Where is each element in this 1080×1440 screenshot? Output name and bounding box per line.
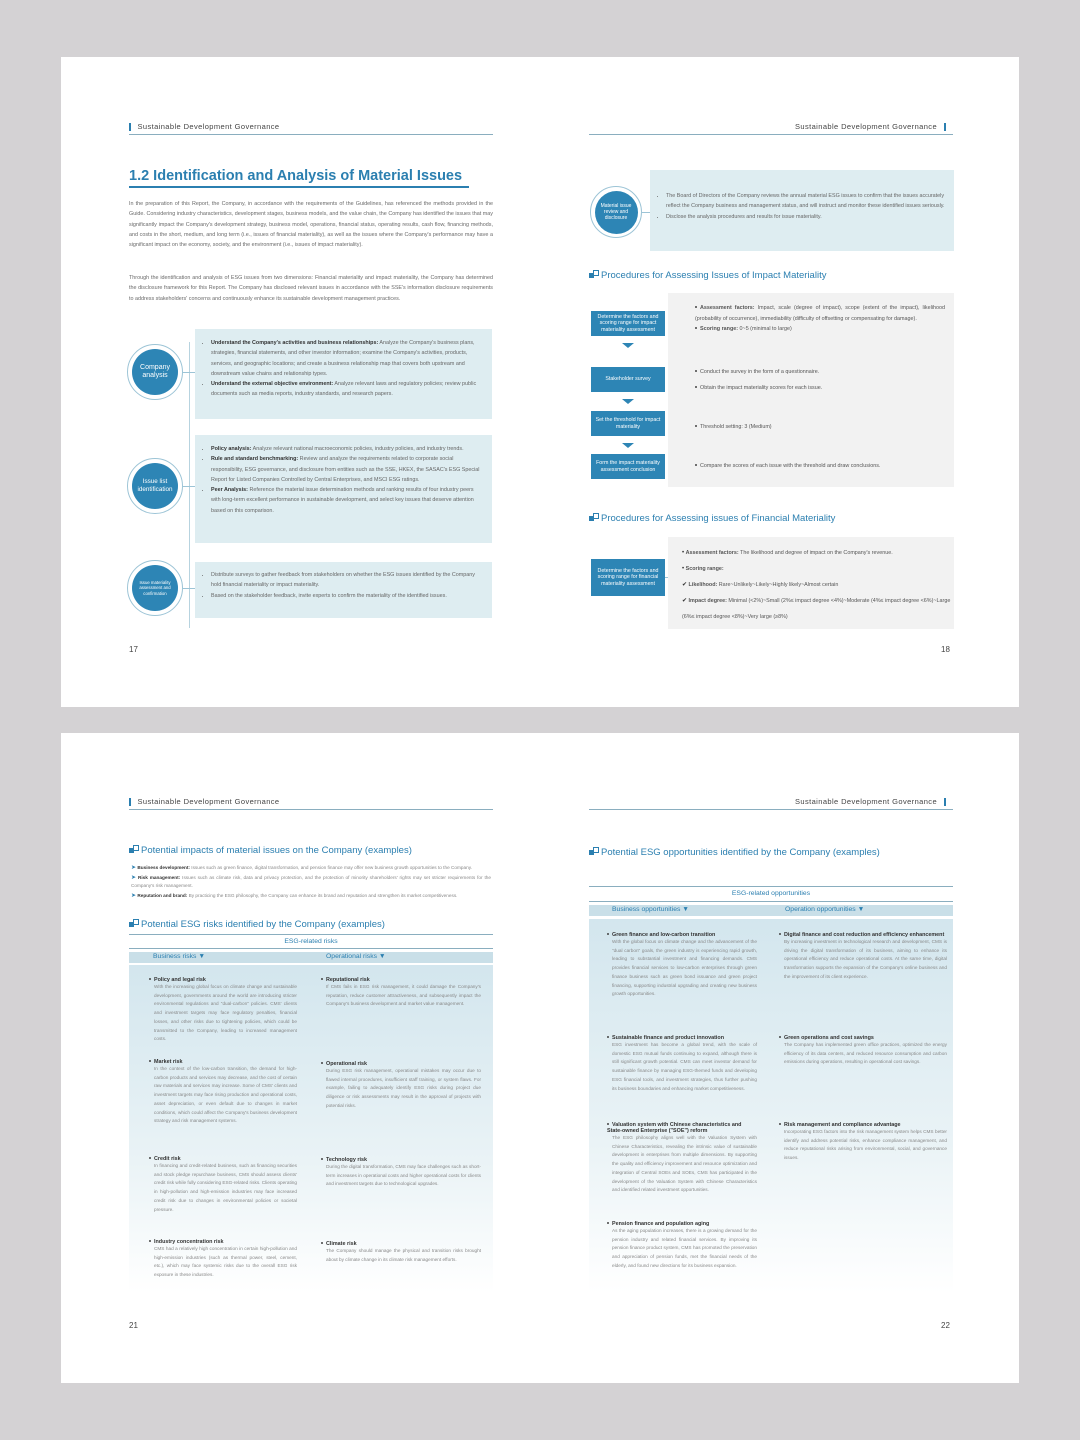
step-arrow-icon [622,443,634,448]
step-arrow-icon [622,399,634,404]
risks-section-title: Potential ESG risks identified by the Company (examples) [129,919,385,930]
circle-label: Material issue review and disclosure [595,191,638,234]
list-item: • Understand the Company's activities and business relationships: Analyze the Company's business plans, strategies, financial statements, and other investor information; examine the Company's activities, products, services, and geographic locations; and create a business relationship map that covers both upstream and downstream value chains and relationship types. [211,338,484,379]
table-rule [129,934,493,935]
impact-step-1: Determine the factors and scoring range for impact materiality assessment [591,311,665,336]
company-analysis-list [195,338,492,400]
impact-section-title: Procedures for Assessing Issues of Impact Materiality [589,270,826,281]
dropdown-icon: ▼ [378,953,386,960]
table-rule [589,886,953,887]
dropdown-icon: ▼ [198,953,206,960]
review-box [650,170,954,251]
materiality-list [195,570,492,601]
col-business-risks: Business risks ▼ [153,953,206,960]
page21-header [129,797,280,806]
section-icon [129,845,138,854]
list-item: • Peer Analysis: Reference the material issue determination methods and ranking results of four industry peers with long-term excellent performance in sustainable development, and select key issues that deserve attention based on this comparison. [211,485,484,516]
page18-header [795,122,946,131]
detail-line: Scoring range: 0~5 (minimal to large) [695,324,945,335]
issue-list-identification-circle [127,458,183,514]
company-analysis-circle [127,344,183,400]
review-list [650,191,954,222]
impact-step-3-details [695,422,945,433]
issue-list-box [195,435,492,543]
impact-step-2-details [695,367,945,393]
detail-line: ✔ Likelihood: Rare~Unlikely~Likely~Highly likely~Almost certain [682,582,839,588]
header-text: Sustainable Development Governance [795,122,938,131]
dropdown-icon: ▼ [857,906,865,913]
risks-table-title: ESG-related risks [284,938,338,945]
business-opportunity-1: Green finance and low-carbon transition With the global focus on climate change and the advancement of the "dual carbon" goals, the green industry is experiencing rapid growth, leading to substantial investment and financing demands. CMS provides financial services to low-carbon enterprises through green finance business such as green bond issuance and green project financing, supporting industrial upgrading and creating new business growth opportunities. [607,932,757,999]
header-text: Sustainable Development Governance [137,797,280,806]
section-icon [589,513,598,522]
operational-risk-1: Reputational risk If CMS fails in ESG risk management, it could damage the Company's reputation, reduce customer attractiveness, and subsequently impact the Company's business development and market value management. [321,977,481,1009]
impact-step-2: Stakeholder survey [591,367,665,392]
opportunities-section-title: Potential ESG opportunities identified by the Company (examples) [589,847,880,858]
circle-link [183,588,195,589]
materiality-assessment-circle [127,560,183,616]
review-circle [590,186,642,238]
business-opportunity-2: Sustainable finance and product innovation ESG investment has become a global trend, with the scale of domestic ESG mutual funds continuing to expand, although there is still significant growth potential. CMS can meet investor demand for sustainable finance by managing ESG-themed funds and developing ESG financial tools, and investment strategies, thus further pushing its business boundaries and enhancing market competitiveness. [607,1035,757,1093]
page-number-22: 22 [941,1321,950,1330]
list-item: • Rule and standard benchmarking: Review and analyze the requirements related to corporate social responsibility, ESG governance, and disclosure from entities such as the SSE, HKEX, the SASAC's ESG Special Report for Listed Companies Controlled by Central Enterprises, and MSCI ESG ratings. [211,454,484,485]
table-rule [589,901,953,902]
business-opportunity-4: Pension finance and population aging As the aging population increases, there is a growing demand for the pension industry and related financial services. By improving its pension finance product system, CMS has promoted the preservation and appreciation of pension funds, met the financial needs of the elderly, and found new directions for its business expansion. [607,1221,757,1271]
header-bar-icon [944,798,946,806]
list-item: • The Board of Directors of the Company reviews the annual material ESG issues to confirm that the issues accurately reflect the Company business and management status, and will instruct and monitor these identified issues seriously. [666,191,946,212]
page22-header [795,797,946,806]
company-analysis-box [195,329,492,419]
materiality-box [195,562,492,618]
financial-section-title: Procedures for Assessing issues of Financial Materiality [589,513,835,524]
section-icon [589,270,598,279]
impact-step-4-details [695,461,945,472]
header-bar-icon [944,123,946,131]
header-rule [129,134,493,135]
opportunities-table-title: ESG-related opportunities [731,890,811,897]
intro-paragraph-1: In the preparation of this Report, the Company, in accordance with the requirements of the Guidelines, has referenced the methods provided in the Guide. Considering industry characteristics, development stages, business models, and the value chain, the Company has identified the issues that may significantly impact the Company's development strategy, business model, operations, financial status, operating results, cash flow, financing methods, and costs in the short, medium, and long term (i.e., issues of financial materiality), as well as the issues where the Company's performance may have a significant impact on the economy, society, and the environment (i.e., issues of impact materiality). [129,201,493,249]
detail-line: Conduct the survey in the form of a questionnaire. [695,367,945,378]
section-icon [129,919,138,928]
list-item: • Understand the external objective environment: Analyze relevant laws and regulatory policies; review public documents such as media reports, industry standards, and research papers. [211,379,484,400]
spread-pages-17-18 [61,57,1019,707]
detail-line: • Scoring range: [682,566,724,572]
list-item: ➤ Risk management: Issues such as climate risk, data and privacy protection, and the protection of minority shareholders' rights may set stricter requirements for the Company's risk management. [131,874,491,889]
impact-step-3: Set the threshold for impact materiality [591,411,665,436]
col-operation-opportunities: Operation opportunities ▼ [785,906,865,913]
circle-link [183,486,195,487]
step-link [665,577,668,578]
operational-risk-4: Climate risk The Company should manage the physical and transition risks brought about by climate change in its climate risk management efforts. [321,1241,481,1264]
operation-opportunity-2: Green operations and cost savings The Company has implemented green office practices, optimized the energy efficiency of its data centers, and reduced resource consumption and carbon emissions during operations, resulting in operational cost savings. [779,1035,947,1067]
page17-header [129,122,280,131]
operational-risk-2: Operational risk During ESG risk management, operational mistakes may occur due to flawed internal procedures, insufficient staff training, or system flaws. For example, failing to adequately identify ESG risks during project due diligence or risk assessments may result in the approval of projects with potential risks. [321,1061,481,1111]
page-title: 1.2 Identification and Analysis of Material Issues [129,168,463,184]
section-icon [589,847,598,856]
intro-paragraph-2: Through the identification and analysis of ESG issues from two dimensions: Financial materiality and impact materiality, the Company has determined the disclosure framework for this Report. The Company has disclosed relevant issues in accordance with the SSE's information disclosure requirements to address stakeholders' concerns and continuously enhance its sustainable development management practices. [129,275,493,302]
detail-line: ✔ Impact degree: Minimal (<2%)~Small (2%≤ impact degree <4%)~Moderate (4%≤ impact degree <6%)~Large (6%≤ impact degree <8%)~Very large (≥8%) [682,598,951,620]
page-number-17: 17 [129,645,138,654]
operation-opportunity-3: Risk management and compliance advantage Incorporating ESG factors into the risk management system helps CMS better identify and address potential risks, enhance compliance management, and reduce reputational risks arising from environmental, social, and governance issues. [779,1122,947,1163]
impact-step-4: Form the impact materiality assessment conclusion [591,454,665,479]
header-text: Sustainable Development Governance [137,122,280,131]
header-rule [589,809,953,810]
business-risk-1: Policy and legal risk With the increasing global focus on climate change and sustainable development, governments around the world are introducing stricter environmental regulations and "dual-carbon" policies. CMS' clients and investment targets may face regulatory penalties, financial losses, and other risks due to tightening policies, which could be transmitted to the Company, leading to increased management costs. [149,977,297,1044]
detail-line: Assessment factors: Impact, scale (degree of impact), scope (extent of the impact), likelihood (probability of occurrence), immediability (difficulty of offsetting or compensating for damage). [695,305,946,322]
detail-line: Compare the scores of each issue with the threshold and draw conclusions. [695,461,945,472]
circle-label: Company analysis [132,349,178,395]
detail-line: Threshold setting: 3 (Medium) [695,422,945,433]
detail-line: Obtain the impact materiality scores for each issue. [695,383,945,394]
impact-step-1-details [695,303,945,335]
list-item: ➤ Reputation and brand: By practicing the ESG philosophy, the Company can enhance its brand and reputation and strengthen its market competitiveness. [131,893,458,900]
list-item: • Based on the stakeholder feedback, invite experts to confirm the materiality of the identified issues. [211,591,484,601]
step-arrow-icon [622,343,634,348]
list-item: • Disclose the analysis procedures and results for issue materiality. [666,212,946,222]
business-opportunity-3: Valuation system with Chinese characteristics and State-owned Enterprise ("SOE") reform The ESG philosophy aligns well with the Valuation System with Chinese Characteristics, revealing the intrinsic value of sustainable development in enterprises from multiple dimensions. By supporting the quality and efficiency improvement and resource optimization and integration of Central SOEs and SOEs, CMS has participated in the development of the Valuation System with Chinese Characteristics and identified related investment opportunities. [607,1122,757,1193]
operational-risk-3: Technology risk During the digital transformation, CMS may face challenges such as short-term increases in operational costs and higher operational costs for clients and investment targets due to technological upgrades. [321,1157,481,1189]
header-rule [129,809,493,810]
circle-label: Issue list identification [132,463,178,509]
header-bar-icon [129,123,131,131]
page-number-21: 21 [129,1321,138,1330]
header-rule [589,134,953,135]
issue-list-items [195,444,492,516]
detail-line: • Assessment factors: The likelihood and degree of impact on the Company's revenue. [682,550,893,556]
financial-details [682,545,952,625]
header-text: Sustainable Development Governance [795,797,938,806]
impacts-section-title: Potential impacts of material issues on the Company (examples) [129,845,412,856]
list-item: ➤ Business development: Issues such as green finance, digital transformation, and pension finance may offer new business growth opportunities to the Company. [131,865,472,871]
flow-connector [189,342,190,628]
spread-pages-21-22 [61,733,1019,1383]
circle-link [642,212,650,213]
table-rule [129,948,493,949]
col-business-opportunities: Business opportunities ▼ [612,906,690,913]
list-item: • Distribute surveys to gather feedback from stakeholders on whether the ESG issues identified by the Company hold financial materiality or impact materiality. [211,570,484,591]
business-risk-3: Credit risk In financing and credit-related business, such as financing securities and stock pledge repurchase business, CMS should assess clients' credit risk while fully considering ESG-related risks. Clients operating in high-pollution and high-emission industries may face increased credit risk due to changes in environmental policies or societal pressure. [149,1156,297,1214]
business-risk-2: Market risk In the context of the low-carbon transition, the demand for high-carbon products and services may decrease, and the cost of certain raw materials and services may increase. Some of CMS' clients and investment targets may face rising production and operational costs, asset depreciation, or even default due to changes in market conditions, which could affect the Company's business development strategy and risk management systems. [149,1059,297,1126]
header-bar-icon [129,798,131,806]
dropdown-icon: ▼ [682,906,690,913]
page-number-18: 18 [941,645,950,654]
financial-step: Determine the factors and scoring range for financial materiality assessment [591,559,665,596]
col-operational-risks: Operational risks ▼ [326,953,386,960]
impacts-list [131,864,491,901]
circle-label: Issue materiality assessment and confirmation [132,565,178,611]
list-item: • Policy analysis: Analyze relevant national macroeconomic policies, industry policies, and industry trends. [211,444,484,454]
business-risk-4: Industry concentration risk CMS had a relatively high concentration in certain high-pollution and high-emission industries (such as thermal power, steel, cement, etc.), which may face systemic risks due to the overall ESG risk exposure in these industries. [149,1239,297,1280]
title-underline [129,186,469,188]
operation-opportunity-1: Digital finance and cost reduction and efficiency enhancement By increasing investment in technological research and development, CMS is driving the digital transformation of its business, aiming to enhance its operational efficiency and reduce operational costs. At the same time, digital transformation supports the expansion of the Company's online business and the improvement of its client experience. [779,932,947,982]
circle-link [183,372,195,373]
